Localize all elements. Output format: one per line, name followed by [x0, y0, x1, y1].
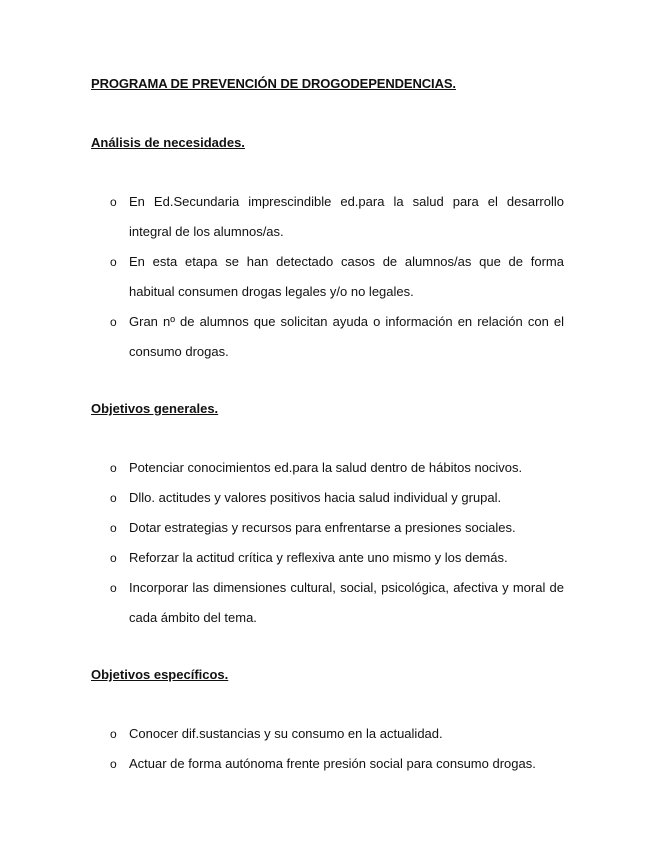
- list-item: [0, 247, 564, 307]
- list-item-text: Conocer dif.sustancias y su consumo en la actualidad.: [129, 726, 443, 741]
- bullet-icon: o: [110, 255, 117, 269]
- page-title: PROGRAMA DE PREVENCIÓN DE DROGODEPENDENCIAS.: [91, 76, 456, 91]
- list-item-text: Dotar estrategias y recursos para enfrentarse a presiones sociales.: [129, 520, 516, 535]
- list-item-text: Incorporar las dimensiones cultural, social, psicológica, afectiva y moral de cada ámbito del tema.: [129, 580, 564, 625]
- list-item-text: Potenciar conocimientos ed.para la salud dentro de hábitos nocivos.: [129, 460, 523, 475]
- bullet-icon: o: [110, 195, 117, 209]
- section-list-analisis: [0, 187, 655, 367]
- list-item: [0, 483, 564, 513]
- list-item: [0, 307, 564, 367]
- section-list-objetivos-generales: [0, 453, 655, 633]
- bullet-icon: o: [110, 551, 117, 565]
- section-heading-objetivos-especificos: Objetivos específicos.: [91, 667, 229, 682]
- list-item-text: En Ed.Secundaria imprescindible ed.para la salud para el desarrollo integral de los alumnos/as.: [129, 194, 564, 239]
- list-item-text: Actuar de forma autónoma frente presión social para consumo drogas.: [129, 756, 536, 771]
- list-item: [0, 749, 564, 779]
- list-item: [0, 543, 564, 573]
- bullet-icon: o: [110, 461, 117, 475]
- bullet-icon: o: [110, 757, 117, 771]
- list-item: [0, 573, 564, 633]
- list-item: [0, 719, 564, 749]
- bullet-icon: o: [110, 315, 117, 329]
- section-heading-analisis: Análisis de necesidades.: [91, 135, 245, 150]
- section-list-objetivos-especificos: [0, 719, 655, 779]
- list-item-text: Dllo. actitudes y valores positivos hacia salud individual y grupal.: [129, 490, 502, 505]
- list-item: [0, 187, 564, 247]
- section-heading-objetivos-generales: Objetivos generales.: [91, 401, 219, 416]
- bullet-icon: o: [110, 521, 117, 535]
- bullet-icon: o: [110, 727, 117, 741]
- list-item-text: Gran nº de alumnos que solicitan ayuda o información en relación con el consumo drogas.: [129, 314, 564, 359]
- list-item-text: En esta etapa se han detectado casos de alumnos/as que de forma habitual consumen drogas legales y/o no legales.: [129, 254, 564, 299]
- list-item: [0, 513, 564, 543]
- bullet-icon: o: [110, 491, 117, 505]
- bullet-icon: o: [110, 581, 117, 595]
- list-item: [0, 453, 564, 483]
- list-item-text: Reforzar la actitud crítica y reflexiva ante uno mismo y los demás.: [129, 550, 508, 565]
